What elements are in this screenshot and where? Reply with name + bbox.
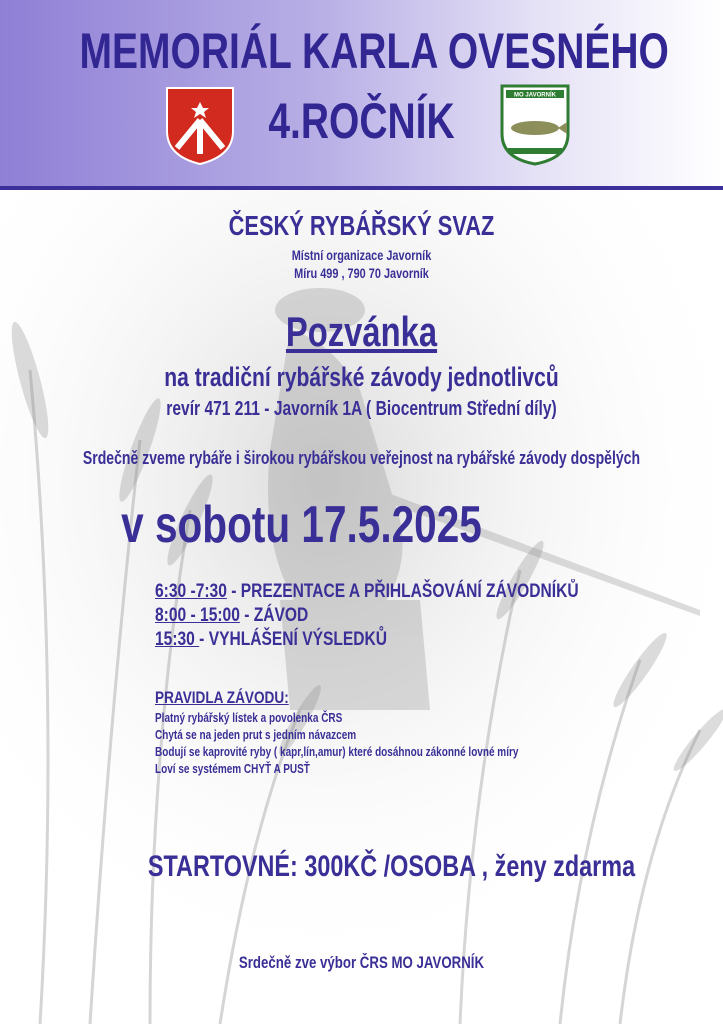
- entry-fee: STARTOVNÉ: 300KČ /OSOBA , ženy zdarma: [147, 850, 636, 883]
- svg-text:MO JAVORNÍK: MO JAVORNÍK: [514, 92, 556, 99]
- welcome-line: Srdečně zveme rybáře i širokou rybářskou veřejnost na rybářské závody dospělých: [82, 448, 641, 468]
- organization-address: Míru 499 , 790 70 Javorník: [294, 265, 429, 281]
- schedule: [155, 580, 579, 652]
- footer-signature: Srdečně zve výbor ČRS MO JAVORNÍK: [238, 953, 485, 972]
- organization-name: ČESKÝ RYBÁŘSKÝ SVAZ: [228, 210, 495, 241]
- schedule-time: 8:00 - 15:00: [155, 605, 240, 626]
- rules-section: [155, 688, 518, 778]
- event-date: v sobotu 17.5.2025: [121, 496, 482, 554]
- schedule-text: - VYHLÁŠENÍ VÝSLEDKŮ: [199, 629, 388, 650]
- schedule-item: [155, 628, 579, 652]
- schedule-item: [155, 604, 579, 628]
- invitation-subtitle: na tradiční rybářské závody jednotlivců: [164, 362, 559, 392]
- rule-item: Chytá se na jeden prut s jedním návazcem: [155, 728, 357, 742]
- rules-title: PRAVIDLA ZÁVODU:: [155, 688, 289, 707]
- schedule-text: - PREZENTACE A PŘIHLAŠOVÁNÍ ZÁVODNÍKŮ: [226, 581, 579, 602]
- event-title: MEMORIÁL KARLA OVESNÉHO: [79, 23, 669, 79]
- schedule-text: - ZÁVOD: [239, 605, 309, 626]
- invitation-title: Pozvánka: [285, 308, 438, 355]
- mo-javornik-badge-icon: [500, 84, 570, 166]
- schedule-time: 6:30 -7:30: [155, 581, 227, 602]
- event-edition: 4.ROČNÍK: [268, 93, 455, 149]
- schedule-time: 15:30: [155, 629, 200, 650]
- town-crest-icon: [165, 86, 235, 166]
- rule-item: Platný rybářský lístek a povolenka ČRS: [155, 711, 343, 725]
- schedule-item: [155, 580, 579, 604]
- organization-local: Místní organizace Javorník: [291, 247, 432, 263]
- venue-line: revír 471 211 - Javorník 1A ( Biocentrum Střední díly): [166, 398, 557, 420]
- rule-item: Loví se systémem CHYŤ A PUSŤ: [155, 762, 310, 776]
- rule-item: Bodují se kaprovité ryby ( kapr,lín,amur) které dosáhnou zákonné lovné míry: [155, 745, 519, 759]
